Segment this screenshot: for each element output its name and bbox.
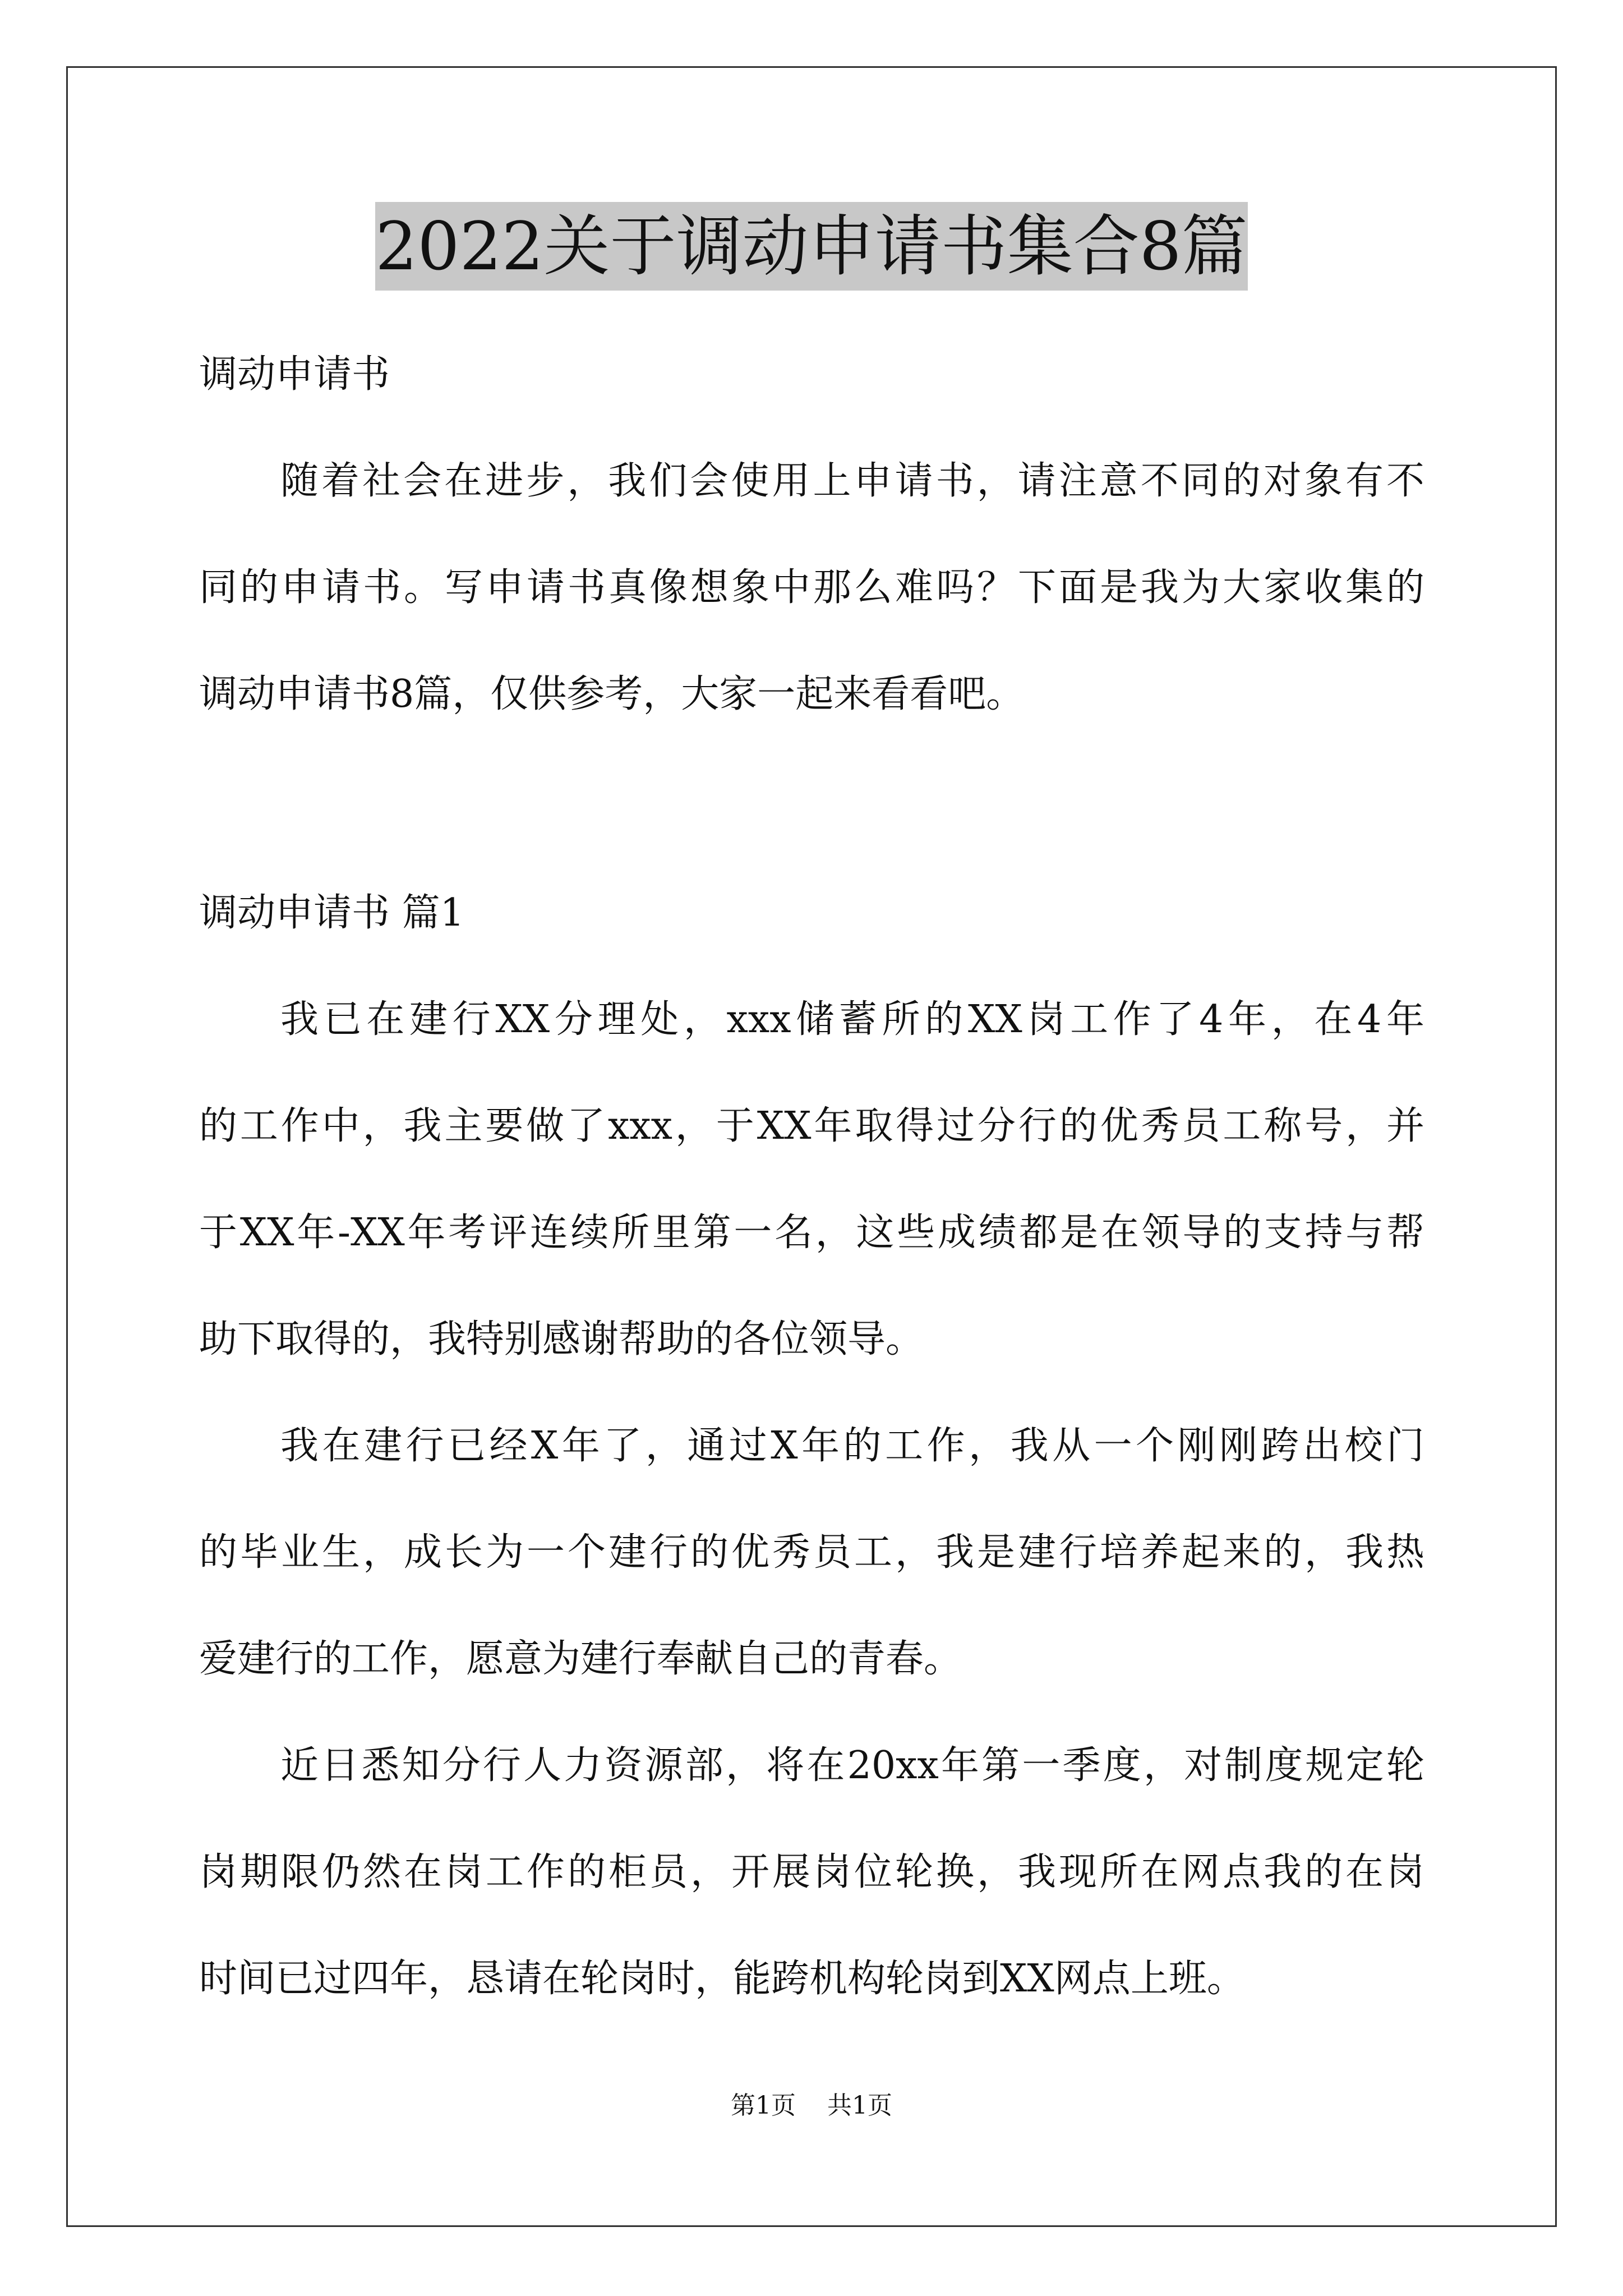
paragraph-line: 我在建行已经X年了，通过X年的工作，我从一个刚刚跨出校门	[280, 1424, 1424, 1468]
paragraph-line: 于XX年-XX年考评连续所里第一名，这些成绩都是在领导的支持与帮	[199, 1211, 1424, 1255]
paragraph-line: 时间已过四年，恳请在轮岗时，能跨机构轮岗到XX网点上班。	[199, 1957, 1245, 2001]
paragraph-line: 我已在建行XX分理处，xxx储蓄所的XX岗工作了4年，在4年	[280, 997, 1424, 1042]
paragraph-line: 助下取得的，我特别感谢帮助的各位领导。	[199, 1317, 924, 1361]
page-number: 第1页	[731, 2091, 796, 2120]
page-footer	[0, 2090, 1623, 2122]
paragraph-line: 爱建行的工作，愿意为建行奉献自己的青春。	[199, 1637, 962, 1681]
paragraph-line: 调动申请书8篇，仅供参考，大家一起来看看吧。	[199, 672, 1025, 716]
paragraph-line: 随着社会在进步，我们会使用上申请书，请注意不同的对象有不	[280, 459, 1424, 503]
title-container	[0, 202, 1623, 291]
paragraph-line: 近日悉知分行人力资源部，将在20xx年第一季度，对制度规定轮	[280, 1743, 1424, 1788]
paragraph-line: 的工作中，我主要做了xxx，于XX年取得过分行的优秀员工称号，并	[199, 1104, 1424, 1148]
page-total: 共1页	[827, 2091, 892, 2120]
paragraph-line: 岗期限仍然在岗工作的柜员，开展岗位轮换，我现所在网点我的在岗	[199, 1850, 1424, 1894]
section-heading: 调动申请书 篇1	[199, 891, 464, 935]
document-title: 2022关于调动申请书集合8篇	[375, 202, 1247, 291]
paragraph-line: 同的申请书。写申请书真像想象中那么难吗？下面是我为大家收集的	[199, 565, 1424, 610]
heading-line: 调动申请书	[199, 352, 390, 397]
paragraph-line: 的毕业生，成长为一个建行的优秀员工，我是建行培养起来的，我热	[199, 1530, 1424, 1575]
